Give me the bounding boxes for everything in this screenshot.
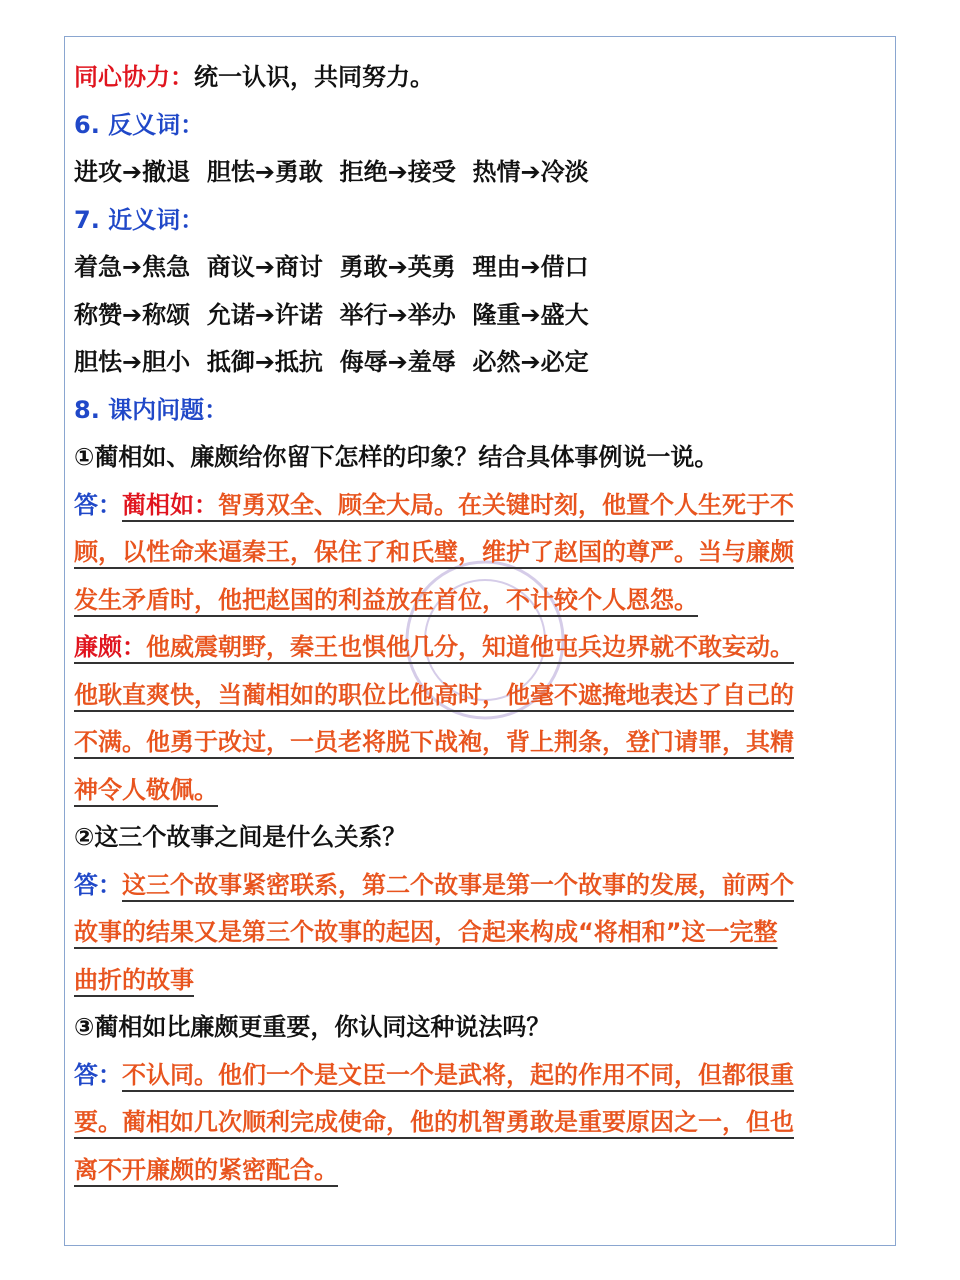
idiom-meaning: 统一认识，共同努力。: [194, 63, 434, 91]
q2-answer-line-1: [74, 862, 889, 910]
q1-answer-line-1: [74, 482, 889, 530]
lin-text-2: 顾，以性命来逼秦王，保住了和氏璧，维护了赵国的尊严。当与廉颇: [74, 538, 794, 566]
q1-answer-line-2: [74, 529, 889, 577]
q3-text-2: 要。蔺相如几次顺利完成使命，他的机智勇敢是重要原因之一，但也: [74, 1108, 794, 1136]
answer-label: 答：: [74, 490, 122, 519]
q1-answer-line-7: [74, 767, 889, 815]
q3-answer-line-3: [74, 1147, 889, 1195]
q2-text-3: 曲折的故事: [74, 965, 194, 994]
lian-text-4: 神令人敬佩。: [74, 775, 218, 804]
idiom-term: 同心协力：: [74, 63, 194, 91]
question-3: ③蔺相如比廉颇更重要，你认同这种说法吗？: [74, 1013, 551, 1041]
q1-answer-line-4: [74, 624, 889, 672]
lin-text-1: 智勇双全、顾全大局。在关键时刻，他置个人生死于不: [218, 490, 794, 519]
lian-text-2: 他耿直爽快，当蔺相如的职位比他高时，他毫不遮掩地表达了自己的: [74, 680, 794, 709]
lin-label: 蔺相如：: [122, 490, 218, 519]
synonyms-row-3: 胆怯➔胆小 抵御➔抵抗 侮辱➔羞辱 必然➔必定: [74, 348, 589, 376]
synonyms-row-1: 着急➔焦急 商议➔商讨 勇敢➔英勇 理由➔借口: [74, 253, 589, 281]
q2-text-2: 故事的结果又是第三个故事的起因，合起来构成“将相和”这一完整: [74, 918, 778, 946]
answer-label: 答：: [74, 870, 122, 899]
q2-answer-line-3: [74, 957, 889, 1005]
lin-text-3: 发生矛盾时，他把赵国的利益放在首位，不计较个人恩怨。: [74, 585, 698, 614]
idiom-line: [74, 54, 889, 102]
lian-label: 廉颇：: [74, 633, 146, 661]
antonyms-list: 进攻➔撤退 胆怯➔勇敢 拒绝➔接受 热情➔冷淡: [74, 158, 589, 186]
synonyms-heading: 7. 近义词：: [74, 205, 205, 234]
q1-answer-line-5: [74, 672, 889, 720]
q3-answer-line-1: [74, 1052, 889, 1100]
question-2: ②这三个故事之间是什么关系？: [74, 823, 407, 851]
lian-text-1: 他威震朝野，秦王也惧他几分，知道他屯兵边界就不敢妄动。: [146, 633, 794, 661]
q3-text-3: 离不开廉颇的紧密配合。: [74, 1155, 338, 1184]
document-content: [74, 54, 889, 1194]
q3-text-1: 不认同。他们一个是文臣一个是武将，起的作用不同，但都很重: [122, 1060, 794, 1089]
questions-heading: 8. 课内问题：: [74, 395, 229, 424]
q1-answer-line-6: [74, 719, 889, 767]
question-1: ①蔺相如、廉颇给你留下怎样的印象？结合具体事例说一说。: [74, 443, 719, 471]
q1-answer-line-3: [74, 577, 889, 625]
antonyms-heading: 6. 反义词：: [74, 110, 205, 139]
answer-label: 答：: [74, 1060, 122, 1089]
synonyms-row-2: 称赞➔称颂 允诺➔许诺 举行➔举办 隆重➔盛大: [74, 300, 589, 329]
q2-answer-line-2: [74, 909, 889, 957]
q3-answer-line-2: [74, 1099, 889, 1147]
lian-text-3: 不满。他勇于改过，一员老将脱下战袍，背上荆条，登门请罪，其精: [74, 728, 794, 756]
q2-text-1: 这三个故事紧密联系，第二个故事是第一个故事的发展，前两个: [122, 870, 794, 899]
